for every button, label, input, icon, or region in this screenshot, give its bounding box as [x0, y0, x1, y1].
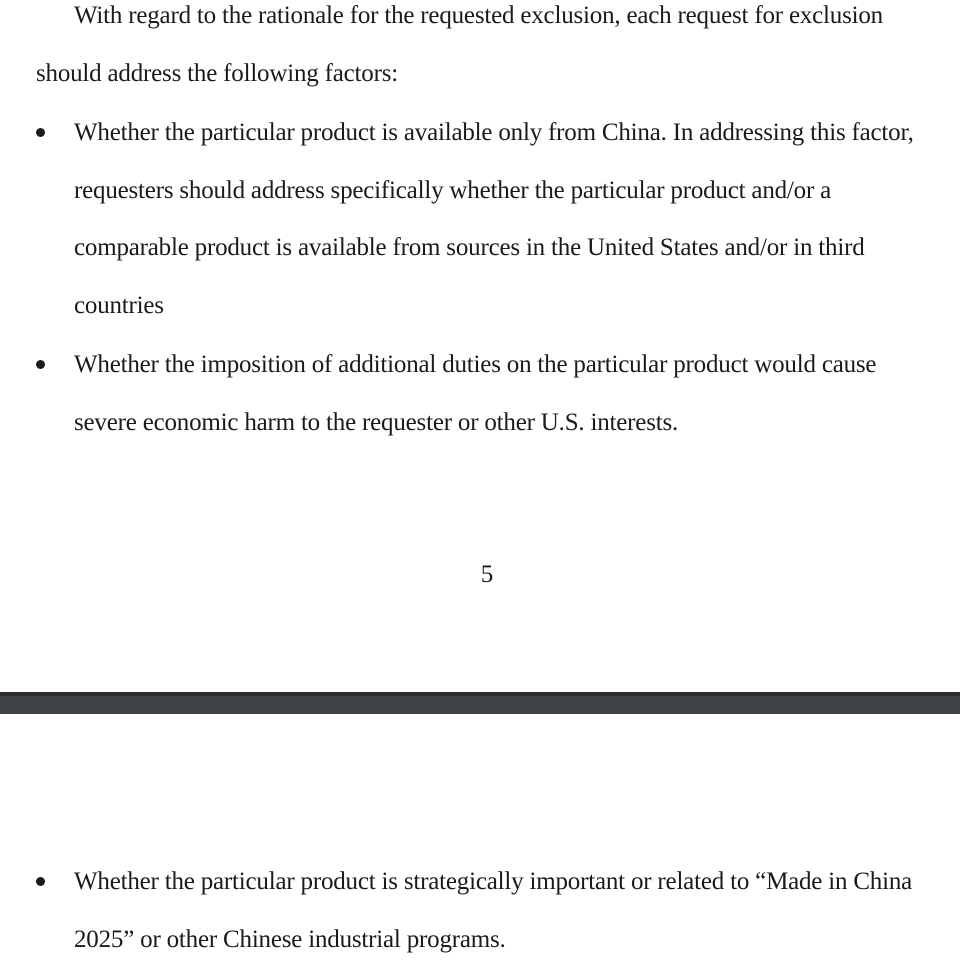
bullet-1-line-1: Whether the particular product is available only from China. In addressing this factor,: [74, 119, 914, 146]
bullet-3-line-1: Whether the particular product is strategically important or related to “Made in China: [74, 868, 913, 895]
bullet-1-line-4: countries: [74, 292, 164, 319]
intro-paragraph-line-2: should address the following factors:: [36, 60, 398, 87]
document-page-lower: [0, 714, 960, 974]
bullet-2-line-1: Whether the imposition of additional duties on the particular product would cause: [74, 351, 877, 378]
bullet-icon: [36, 877, 45, 886]
page-number: 5: [480, 561, 494, 588]
bullet-3-line-2: 2025” or other Chinese industrial programs.: [74, 926, 506, 953]
page-separator-edge: [0, 692, 960, 696]
intro-paragraph-line-1: With regard to the rationale for the requested exclusion, each request for exclusion: [74, 2, 883, 29]
bullet-1-line-2: requesters should address specifically whether the particular product and/or a: [74, 177, 832, 204]
bullet-1-line-3: comparable product is available from sources in the United States and/or in third: [74, 234, 865, 261]
page-separator: [0, 692, 960, 714]
bullet-icon: [36, 128, 45, 137]
bullet-2-line-2: severe economic harm to the requester or other U.S. interests.: [74, 409, 679, 436]
bullet-icon: [36, 360, 45, 369]
